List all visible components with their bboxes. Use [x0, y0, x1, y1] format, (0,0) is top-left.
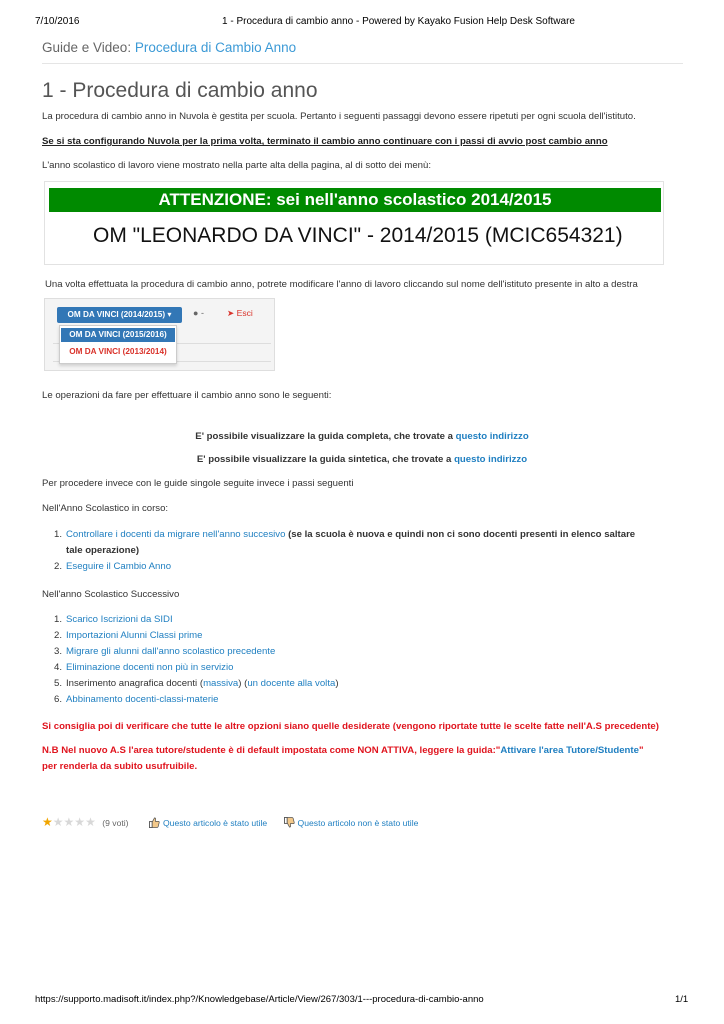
print-title: 1 - Procedura di cambio anno - Powered by Kayako Fusion Help Desk Software [222, 16, 575, 27]
list-number: 5. [54, 678, 63, 689]
advice-text: Si consiglia poi di verificare che tutte le altre opzioni siano quelle desiderate (vengono riportate tutte le scelte fatte nell'A.S precedente) [42, 721, 659, 732]
guide-full-line [0, 431, 724, 442]
first-time-note: Se si sta configurando Nuvola per la prima volta, terminato il cambio anno continuare con i passi di avvio post cambio anno [42, 136, 608, 147]
step-text: Inserimento anagrafica docenti ( [66, 678, 204, 689]
list-item [54, 561, 171, 572]
print-page-number: 1/1 [675, 994, 689, 1005]
step-link[interactable]: Importazioni Alunni Classi prime [66, 630, 203, 641]
breadcrumb-divider [42, 63, 683, 64]
breadcrumb [42, 40, 296, 55]
step-link[interactable]: Eliminazione docenti non più in servizio [66, 662, 234, 673]
step-link-massiva[interactable]: massiva [203, 678, 239, 689]
dropdown-menu [59, 325, 177, 364]
step-link[interactable]: Abbinamento docenti-classi-materie [66, 694, 219, 705]
list-number: 6. [54, 694, 63, 705]
school-dropdown-button [57, 307, 182, 323]
list-item [54, 678, 339, 689]
print-url: https://supporto.madisoft.it/index.php?/Knowledgebase/Article/View/267/303/1---procedura-di-cambio-anno [35, 994, 484, 1005]
warning-text: ATTENZIONE: sei nell'anno scolastico 2014/2015 [158, 190, 552, 209]
helpful-label: Questo articolo è stato utile [163, 818, 268, 828]
rating-bar [42, 813, 418, 831]
step-link[interactable]: Migrare gli alunni dall'anno scolastico precedente [66, 646, 276, 657]
star-empty-icon[interactable]: ★ [85, 815, 96, 829]
nb-line2: per renderla da subito usufruibile. [42, 761, 198, 772]
list-item [54, 529, 635, 540]
list-number: 3. [54, 646, 63, 657]
vote-count: (9 voti) [102, 818, 129, 828]
step-text-mid: ) ( [238, 678, 248, 689]
thumbs-up-icon [149, 817, 160, 828]
dropdown-option: OM DA VINCI (2015/2016) [61, 328, 175, 342]
warning-bar [49, 188, 661, 212]
user-icon: ● [193, 308, 199, 318]
list-item [54, 662, 233, 673]
list-item [54, 646, 275, 657]
list-number: 1. [54, 614, 63, 625]
user-label: - [200, 308, 204, 318]
logout-label: Esci [236, 308, 253, 318]
nb-line [42, 745, 644, 756]
not-helpful-label: Questo articolo non è stato utile [297, 818, 419, 828]
guide-full-text: E' possibile visualizzare la guida completa, che trovate a [195, 431, 453, 442]
next-year-heading: Nell'anno Scolastico Successivo [42, 589, 180, 600]
breadcrumb-prefix: Guide e Video: [42, 40, 132, 55]
guide-short-text: E' possibile visualizzare la guida sintetica, che trovate a [196, 454, 452, 465]
guide-full-link[interactable]: questo indirizzo [455, 431, 529, 442]
school-name: OM "LEONARDO DA VINCI" - 2014/2015 (MCIC654321) [93, 224, 623, 247]
logout-icon: ➤ [227, 308, 235, 318]
step-link[interactable]: Scarico Iscrizioni da SIDI [66, 614, 173, 625]
list-item [54, 630, 203, 641]
step-note-continued: tale operazione) [66, 545, 140, 556]
nb-text: N.B Nel nuovo A.S l'area tutore/studente è di default impostata come NON ATTIVA, leggere la guida:" [42, 745, 501, 756]
single-guides-paragraph: Per procedere invece con le guide singole seguite invece i passi seguenti [42, 478, 354, 489]
caret-down-icon: ▾ [167, 310, 172, 319]
list-number: 2. [54, 630, 63, 641]
step-link-single[interactable]: un docente alla volta [247, 678, 336, 689]
star-empty-icon[interactable]: ★ [74, 815, 86, 829]
star-empty-icon[interactable]: ★ [52, 815, 64, 829]
user-menu [193, 308, 204, 318]
star-rating[interactable] [42, 813, 96, 830]
dropdown-option: OM DA VINCI (2013/2014) [69, 347, 167, 356]
list-item [54, 694, 219, 705]
nb-quote: " [638, 745, 644, 756]
dropdown-screenshot [44, 298, 275, 371]
current-year-heading: Nell'Anno Scolastico in corso: [42, 503, 169, 514]
step-link[interactable]: Controllare i docenti da migrare nell'anno succesivo [66, 529, 286, 540]
star-empty-icon[interactable]: ★ [63, 815, 75, 829]
intro-paragraph: La procedura di cambio anno in Nuvola è gestita per scuola. Pertanto i seguenti passaggi devono essere ripetuti per ogni scuola dell'istituto. [42, 111, 636, 122]
page-title: 1 - Procedura di cambio anno [42, 79, 318, 102]
guide-short-link[interactable]: questo indirizzo [454, 454, 528, 465]
breadcrumb-link[interactable]: Procedura di Cambio Anno [134, 40, 297, 55]
list-number: 2. [54, 561, 63, 572]
step-link[interactable]: Eseguire il Cambio Anno [66, 561, 172, 572]
guide-short-line [0, 454, 724, 465]
thumbs-down-icon [284, 817, 295, 828]
change-note: Una volta effettuata la procedura di cambio anno, potrete modificare l'anno di lavoro cliccando sul nome dell'istituto presente in alto a destra [45, 279, 638, 290]
not-helpful-button[interactable] [284, 818, 419, 828]
print-date: 7/10/2016 [35, 16, 80, 27]
dropdown-selected: OM DA VINCI (2014/2015) [67, 310, 166, 319]
list-item [54, 614, 173, 625]
star-filled-icon[interactable]: ★ [42, 815, 53, 829]
helpful-button[interactable] [149, 818, 270, 828]
operations-intro: Le operazioni da fare per effettuare il cambio anno sono le seguenti: [42, 390, 332, 401]
year-shown-paragraph: L'anno scolastico di lavoro viene mostrato nella parte alta della pagina, al di sotto dei menù: [42, 160, 432, 171]
year-banner-image [44, 181, 664, 265]
list-number: 1. [54, 529, 63, 540]
step-note: (se la scuola è nuova e quindi non ci sono docenti presenti in elenco saltare [288, 529, 636, 540]
list-number: 4. [54, 662, 63, 673]
logout [227, 308, 253, 319]
step-text-end: ) [335, 678, 339, 689]
tutor-area-link[interactable]: Attivare l'area Tutore/Studente [500, 745, 639, 756]
